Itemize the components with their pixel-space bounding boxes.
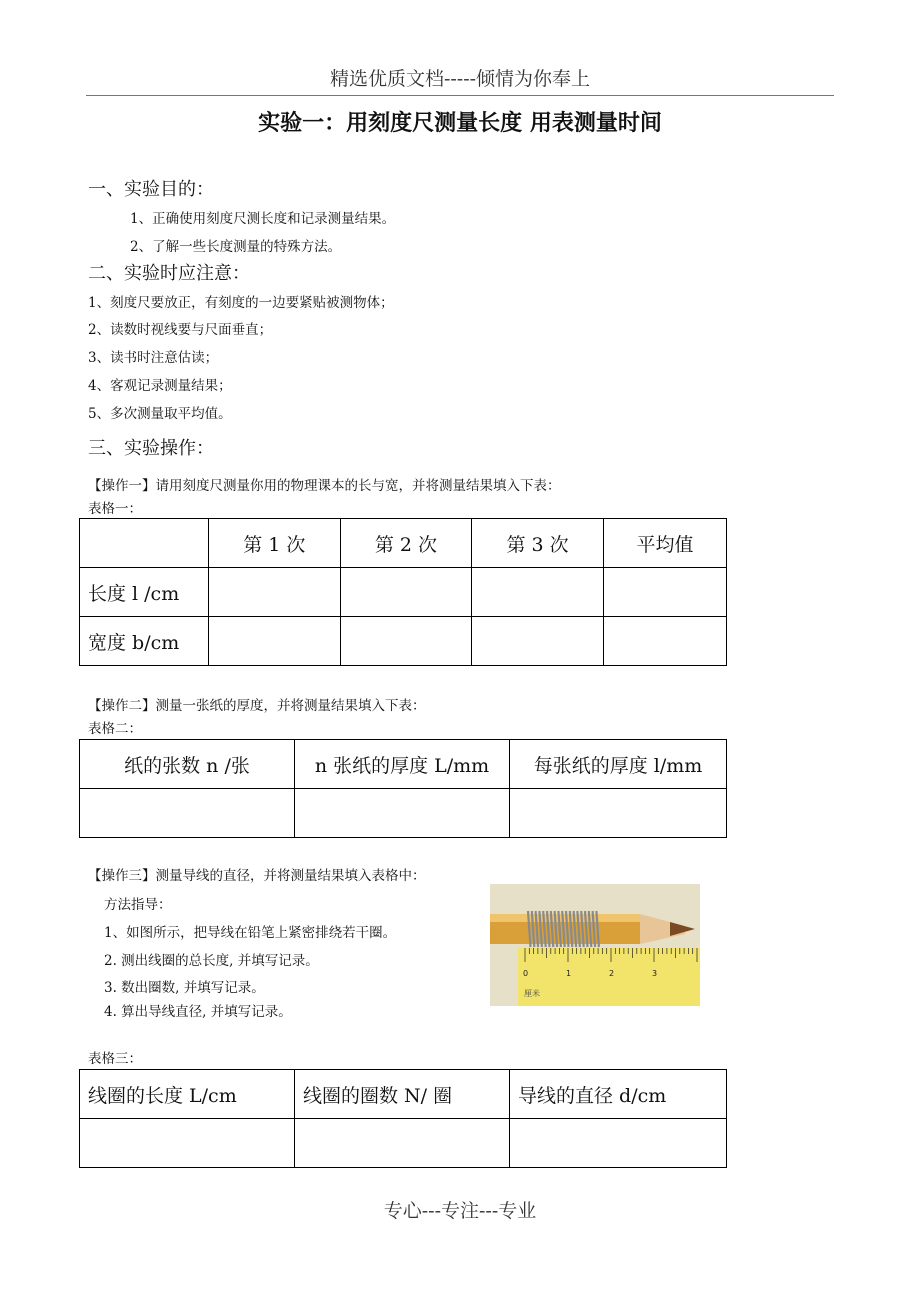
section2-item: 1、刻度尺要放正，有刻度的一边要紧贴被测物体；	[88, 295, 394, 311]
table-header-cell	[80, 519, 209, 568]
header-divider	[86, 95, 834, 96]
op3-step: 2. 测出线圈的总长度, 并填写记录。	[104, 953, 319, 969]
table-header-cell: 第 2 次	[340, 519, 472, 568]
table-cell[interactable]	[295, 789, 510, 838]
page-title: 实验一：用刻度尺测量长度 用表测量时间	[258, 111, 662, 136]
table-header-cell: 每张纸的厚度 l/mm	[510, 740, 727, 789]
table-header-row	[80, 740, 727, 789]
section1-item: 1、正确使用刻度尺测长度和记录测量结果。	[130, 211, 396, 227]
op3-step: 1、如图所示，把导线在铅笔上紧密排绕若干圈。	[104, 925, 397, 941]
op2-instruction: 【操作二】测量一张纸的厚度，并将测量结果填入下表：	[88, 698, 426, 714]
table-header-cell: 平均值	[603, 519, 726, 568]
table-row	[80, 568, 727, 617]
table-header-cell: 线圈的圈数 N/ 圈	[295, 1070, 510, 1119]
table-cell[interactable]	[472, 568, 604, 617]
table-cell[interactable]	[603, 568, 726, 617]
row-label-width: 宽度 b/cm	[80, 617, 209, 666]
table-cell[interactable]	[80, 789, 295, 838]
table-two	[79, 739, 727, 838]
ruler-unit-label: 厘米	[524, 989, 540, 998]
table-cell[interactable]	[603, 617, 726, 666]
table-header-cell: 第 1 次	[209, 519, 341, 568]
op1-table-label: 表格一：	[88, 501, 142, 517]
section2-item: 4、客观记录测量结果；	[88, 378, 232, 394]
table-cell[interactable]	[340, 617, 472, 666]
table-cell[interactable]	[340, 568, 472, 617]
table-cell[interactable]	[209, 568, 341, 617]
op3-step: 4. 算出导线直径, 并填写记录。	[104, 1004, 292, 1020]
table-cell[interactable]	[472, 617, 604, 666]
section2-heading: 二、实验时应注意：	[88, 263, 250, 284]
table-three	[79, 1069, 727, 1168]
section2-item: 3、读书时注意估读；	[88, 350, 219, 366]
section3-heading: 三、实验操作：	[88, 438, 214, 459]
table-cell[interactable]	[510, 1119, 727, 1168]
table-cell[interactable]	[295, 1119, 510, 1168]
table-cell[interactable]	[510, 789, 727, 838]
table-one	[79, 518, 727, 666]
table-header-row	[80, 519, 727, 568]
op3-method-title: 方法指导：	[104, 897, 172, 913]
row-label-length: 长度 l /cm	[80, 568, 209, 617]
section1-item: 2、了解一些长度测量的特殊方法。	[130, 239, 342, 255]
ruler-label-3: 3	[652, 969, 658, 978]
ruler-label-1: 1	[566, 969, 572, 978]
table-row	[80, 1119, 727, 1168]
table-row	[80, 789, 727, 838]
table-header-row	[80, 1070, 727, 1119]
pencil-ruler-figure	[490, 884, 700, 1006]
op1-instruction: 【操作一】请用刻度尺测量你用的物理课本的长与宽，并将测量结果填入下表：	[88, 478, 561, 494]
page-footer: 专心---专注---专业	[383, 1200, 537, 1222]
section2-item: 2、读数时视线要与尺面垂直；	[88, 322, 273, 338]
table-header-cell: 线圈的长度 L/cm	[80, 1070, 295, 1119]
ruler-label-0: 0	[523, 969, 529, 978]
page-header: 精选优质文档-----倾情为你奉上	[329, 68, 591, 90]
section2-item: 5、多次测量取平均值。	[88, 406, 232, 422]
section1-heading: 一、实验目的：	[88, 179, 214, 200]
ruler-label-2: 2	[609, 969, 615, 978]
op2-table-label: 表格二：	[88, 721, 142, 737]
table-cell[interactable]	[80, 1119, 295, 1168]
table-header-cell: 第 3 次	[472, 519, 604, 568]
op3-step: 3. 数出圈数, 并填写记录。	[104, 980, 265, 996]
pencil-highlight	[490, 914, 640, 922]
table-header-cell: n 张纸的厚度 L/mm	[295, 740, 510, 789]
table-row	[80, 617, 727, 666]
op3-instruction: 【操作三】测量导线的直径，并将测量结果填入表格中：	[88, 868, 426, 884]
table-header-cell: 纸的张数 n /张	[80, 740, 295, 789]
table-cell[interactable]	[209, 617, 341, 666]
op3-table-label: 表格三：	[88, 1051, 142, 1067]
table-header-cell: 导线的直径 d/cm	[510, 1070, 727, 1119]
